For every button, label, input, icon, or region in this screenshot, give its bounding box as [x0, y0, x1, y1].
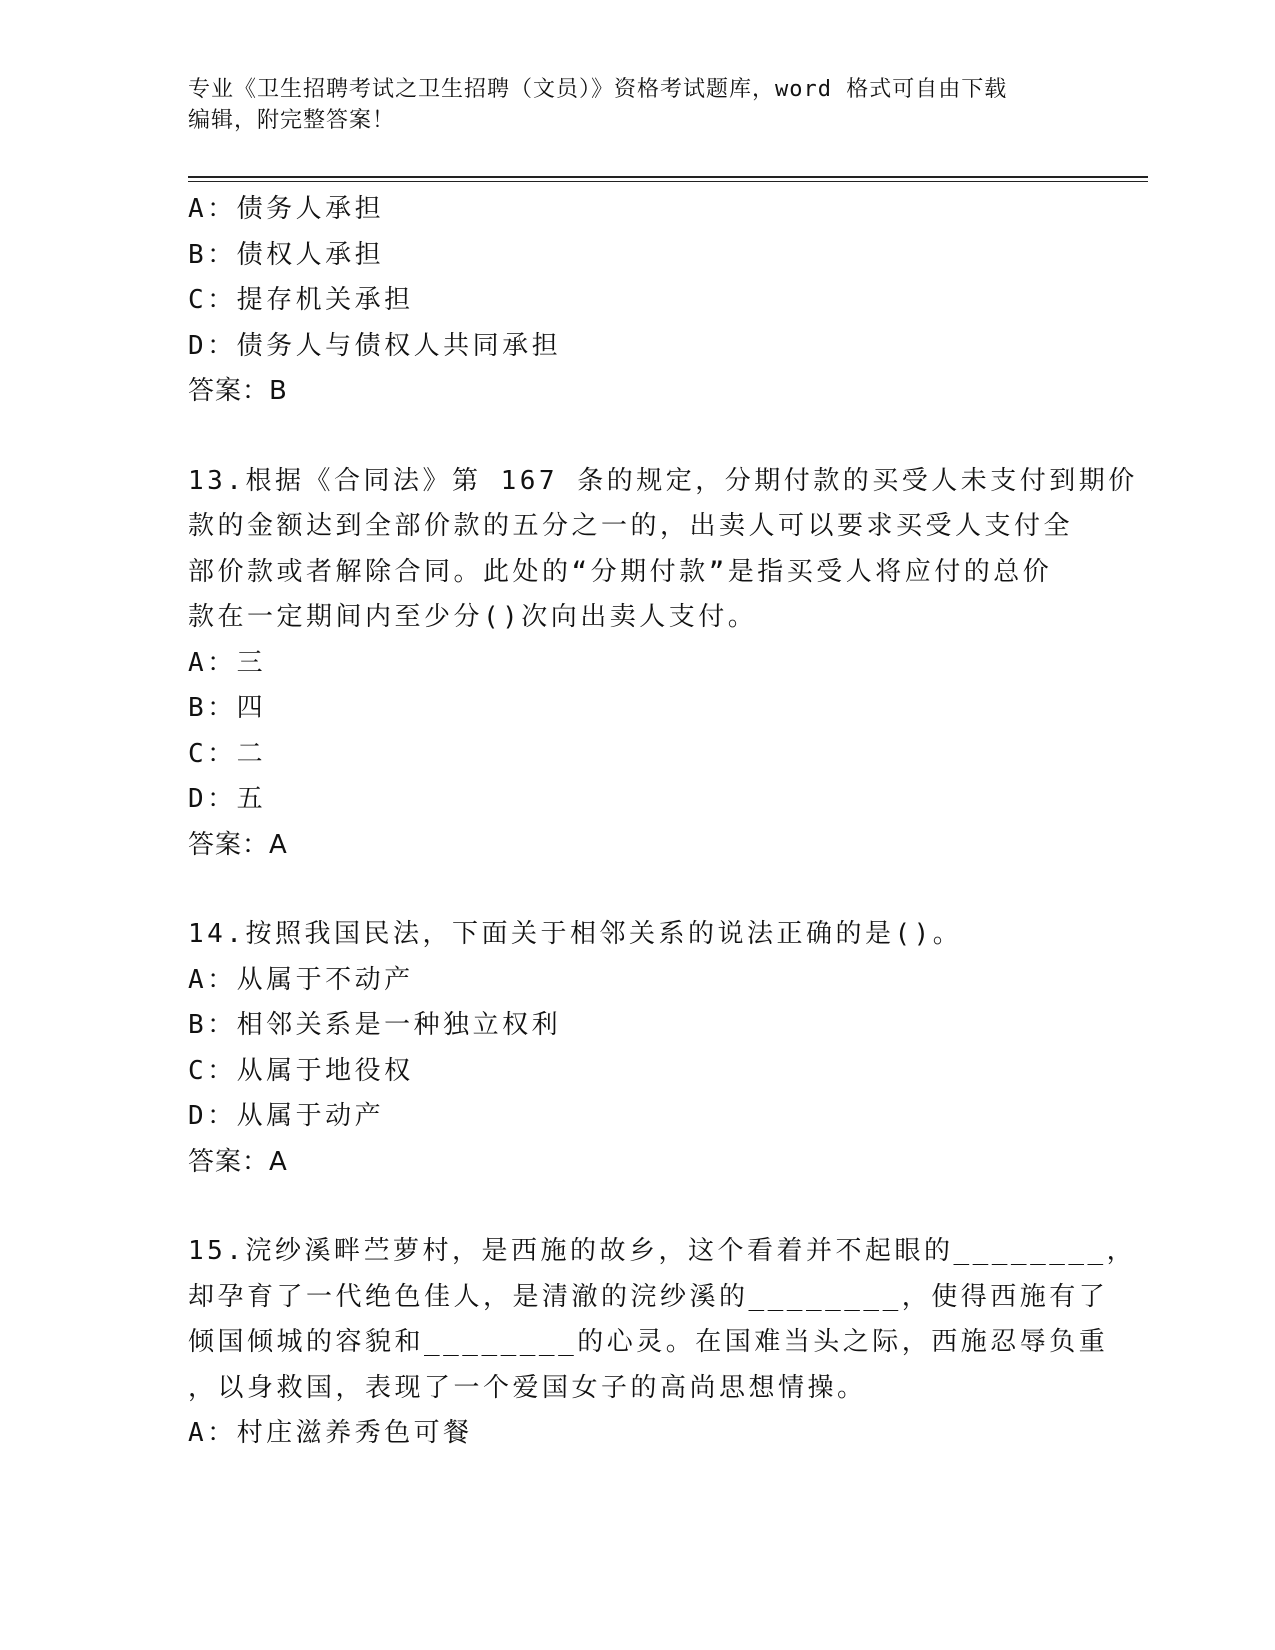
option-b: B：相邻关系是一种独立权利: [188, 1010, 562, 1040]
header-line-1: 专业《卫生招聘考试之卫生招聘（文员）》资格考试题库，word 格式可自由下载: [188, 77, 1008, 102]
option-d: D：五: [188, 784, 267, 814]
answer-label: 答案：A: [188, 1146, 288, 1177]
header-divider-thin: [188, 181, 1148, 182]
option-a: A：从属于不动产: [188, 964, 414, 995]
stem-line: 15.浣纱溪畔苎萝村，是西施的故乡，这个看着并不起眼的________，: [188, 1236, 1137, 1266]
option-a: A：债务人承担: [188, 194, 385, 224]
header-divider-thick: [188, 176, 1148, 178]
stem-line: 倾国倾城的容貌和________的心灵。在国难当头之际，西施忍辱负重: [188, 1327, 1109, 1357]
header-line-2: 编辑，附完整答案！: [188, 108, 396, 133]
question-12: [188, 187, 1088, 415]
question-stem: [188, 912, 1088, 958]
stem-line: 部价款或者解除合同。此处的“分期付款”是指买受人将应付的总价: [188, 556, 1053, 587]
stem-line: 款在一定期间内至少分()次向出卖人支付。: [188, 602, 758, 632]
option-d: D：债务人与债权人共同承担: [188, 330, 562, 361]
spacer: [188, 868, 1088, 912]
stem-line: 款的金额达到全部价款的五分之一的，出卖人可以要求买受人支付全: [188, 511, 1074, 541]
option-a: A：三: [188, 647, 267, 678]
question-stem: [188, 1229, 1137, 1411]
option-b: B：债权人承担: [188, 239, 385, 270]
spacer: [188, 415, 1088, 459]
question-13: [188, 459, 1138, 869]
option-d: D：从属于动产: [188, 1101, 385, 1131]
option-a: A：村庄滋养秀色可餐: [188, 1418, 473, 1448]
option-c: C：从属于地役权: [188, 1055, 414, 1086]
answer-label: 答案：A: [188, 829, 288, 860]
stem-line: 13.根据《合同法》第 167 条的规定，分期付款的买受人未支付到期价: [188, 465, 1138, 496]
spacer: [188, 1185, 1088, 1229]
answer-label: 答案：B: [188, 376, 288, 406]
option-c: C：提存机关承担: [188, 285, 414, 315]
question-14: [188, 912, 1088, 1185]
stem-line: ，以身救国，表现了一个爱国女子的高尚思想情操。: [188, 1372, 867, 1403]
stem-line: 14.按照我国民法，下面关于相邻关系的说法正确的是()。: [188, 919, 963, 949]
option-b: B：四: [188, 693, 267, 723]
question-15: [188, 1229, 1137, 1457]
document-header: [188, 74, 1088, 136]
question-stem: [188, 459, 1138, 641]
stem-line: 却孕育了一代绝色佳人，是清澈的浣纱溪的________，使得西施有了: [188, 1281, 1109, 1312]
option-c: C：二: [188, 738, 267, 769]
question-list: [188, 187, 1138, 1457]
